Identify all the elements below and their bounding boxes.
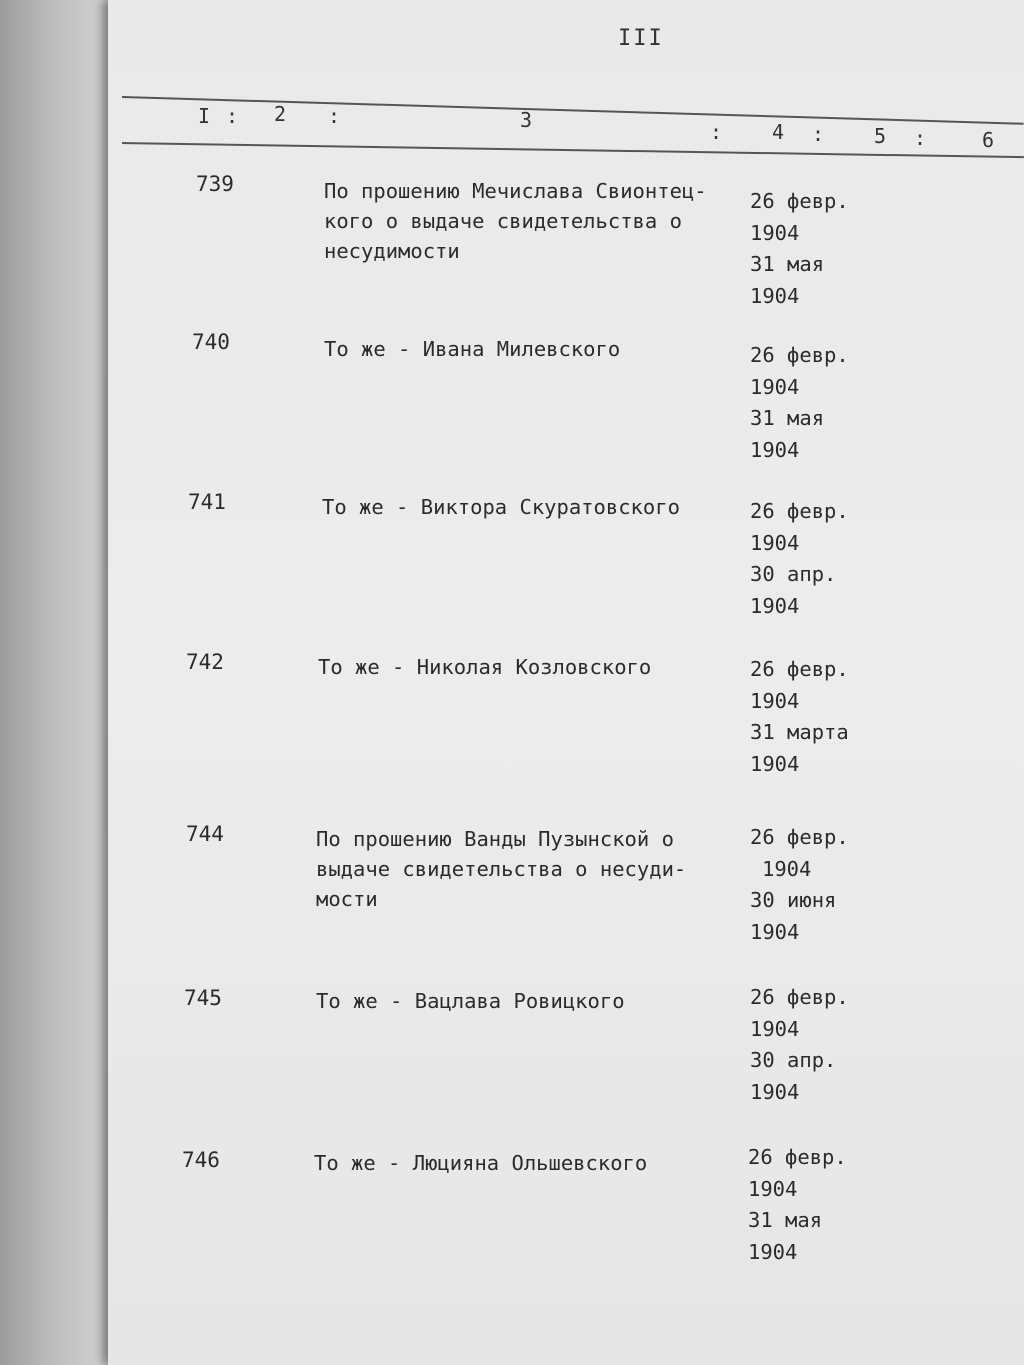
date-start-year: 1904 bbox=[748, 1176, 798, 1201]
header-col-4: 4 bbox=[772, 120, 785, 144]
date-end-year: 1904 bbox=[750, 919, 800, 944]
date-end: 30 апр. bbox=[750, 562, 837, 586]
date-start-year: 1904 bbox=[750, 1016, 800, 1041]
entry-dates bbox=[750, 654, 849, 780]
header-sep-4: : bbox=[812, 122, 825, 146]
date-start: 26 февр. bbox=[750, 499, 849, 523]
header-col-2: 2 bbox=[274, 102, 287, 126]
header-col-1: I bbox=[198, 104, 211, 128]
date-start: 26 февр. bbox=[750, 657, 849, 681]
entry-dates bbox=[750, 340, 849, 466]
entry-title: По прошению Ванды Пузынской о выдаче свидетельства о несуди- мости bbox=[316, 827, 687, 911]
entry-title: То же - Вацлава Ровицкого bbox=[316, 989, 625, 1013]
entry-title: То же - Николая Козловского bbox=[318, 655, 652, 679]
facing-page-edge bbox=[0, 0, 118, 1365]
date-start-year: 1904 bbox=[750, 220, 800, 245]
entry-number: 739 bbox=[196, 172, 234, 196]
entry-number: 746 bbox=[182, 1148, 220, 1172]
date-end: 30 апр. bbox=[750, 1048, 837, 1072]
entry-dates bbox=[748, 1142, 847, 1268]
entry-title: То же - Ивана Милевского bbox=[324, 337, 621, 361]
header-rule-bottom bbox=[122, 142, 1024, 158]
date-start: 26 февр. bbox=[748, 1145, 847, 1169]
date-start: 26 февр. bbox=[750, 985, 849, 1009]
date-end: 31 мая bbox=[750, 252, 825, 276]
entry-number: 740 bbox=[192, 330, 230, 354]
header-sep-5: : bbox=[914, 126, 927, 150]
date-end-year: 1904 bbox=[750, 593, 800, 618]
date-start: 26 февр. bbox=[750, 343, 849, 367]
header-col-3: 3 bbox=[520, 108, 533, 132]
date-start-year: 1904 bbox=[762, 856, 812, 881]
entry-title: По прошению Мечислава Свионтец- кого о выдаче свидетельства о несудимости bbox=[324, 179, 707, 263]
date-end-year: 1904 bbox=[750, 1079, 800, 1104]
date-start-year: 1904 bbox=[750, 688, 800, 713]
date-end: 31 мая bbox=[748, 1208, 823, 1232]
entry-title: То же - Виктора Скуратовского bbox=[322, 495, 680, 519]
header-rule-top bbox=[122, 96, 1024, 125]
entry-number: 741 bbox=[188, 490, 226, 514]
date-end: 31 марта bbox=[750, 720, 849, 744]
date-end-year: 1904 bbox=[748, 1239, 798, 1264]
entry-number: 742 bbox=[186, 650, 224, 674]
header-sep-1: : bbox=[226, 104, 239, 128]
entry-number: 745 bbox=[184, 986, 222, 1010]
header-col-5: 5 bbox=[874, 124, 887, 148]
date-end: 31 мая bbox=[750, 406, 825, 430]
date-start: 26 февр. bbox=[750, 189, 849, 213]
entry-number: 744 bbox=[186, 822, 224, 846]
date-end-year: 1904 bbox=[750, 283, 800, 308]
date-end-year: 1904 bbox=[750, 751, 800, 776]
date-end-year: 1904 bbox=[750, 437, 800, 462]
document-page bbox=[108, 0, 1024, 1365]
header-col-6: 6 bbox=[982, 128, 995, 152]
entry-title: То же - Люцияна Ольшевского bbox=[314, 1151, 648, 1175]
date-start-year: 1904 bbox=[750, 374, 800, 399]
date-start: 26 февр. bbox=[750, 825, 849, 849]
entry-dates bbox=[750, 822, 849, 948]
date-start-year: 1904 bbox=[750, 530, 800, 555]
entry-dates bbox=[750, 496, 849, 622]
header-sep-2: : bbox=[328, 104, 341, 128]
date-end: 30 июня bbox=[750, 888, 837, 912]
header-sep-3: : bbox=[710, 120, 723, 144]
page-number: III bbox=[618, 26, 664, 51]
entry-dates bbox=[750, 982, 849, 1108]
entry-dates bbox=[750, 186, 849, 312]
